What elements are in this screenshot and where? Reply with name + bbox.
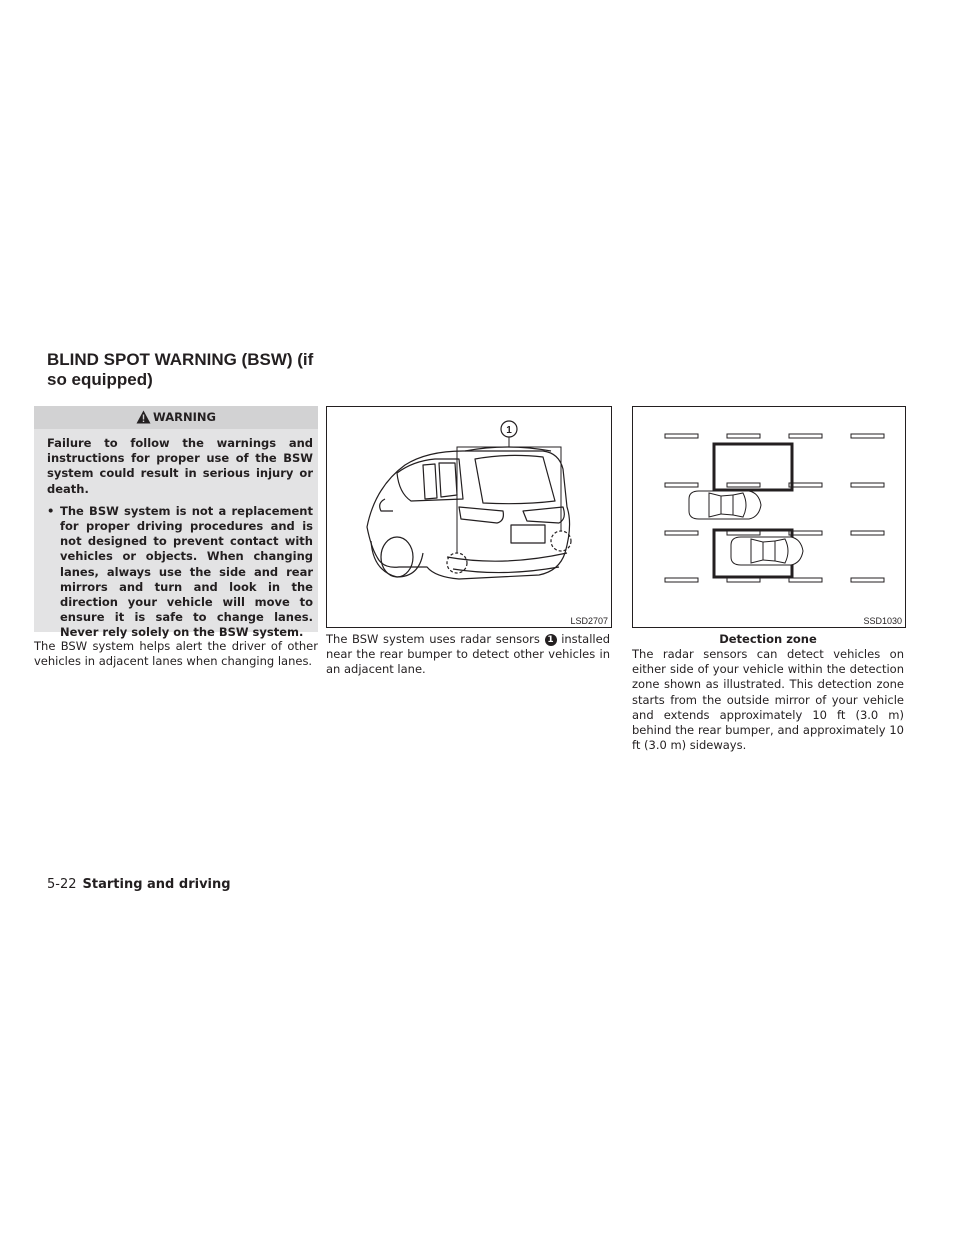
page-footer <box>47 877 231 893</box>
detection-zone-figure <box>632 406 906 628</box>
radar-sensor-paragraph <box>326 632 610 678</box>
figure-caption: Detection zone <box>719 632 817 646</box>
warning-label: WARNING <box>153 410 216 424</box>
radar-text-before: The BSW system uses radar sensors <box>326 632 540 646</box>
radar-text-after: installed near the rear bumper to detect other vehicles in an adjacent lane. <box>326 632 610 677</box>
intro-paragraph: The BSW system helps alert the driver of other vehicles in adjacent lanes when changing lanes. <box>34 639 318 669</box>
warning-heading <box>34 406 318 429</box>
callout-1-label: 1 <box>506 425 512 436</box>
figure-code: LSD2707 <box>570 616 608 626</box>
radar-sensor-figure <box>326 406 612 628</box>
warning-paragraph: Failure to follow the warnings and instructions for proper use of the BSW system could result in serious injury or death. <box>47 436 313 496</box>
warning-bullet-text: The BSW system is not a replacement for proper driving procedures and is not designed to prevent contact with vehicles or objects. When changing lanes, always use the side and rear mirrors and turn and look in the direction your vehicle will move to ensure it is safe to change lanes. Never rely solely on the BSW system. <box>60 503 313 640</box>
warning-triangle-icon <box>136 410 151 424</box>
own-vehicle <box>731 537 803 565</box>
warning-bullet <box>47 504 313 641</box>
page-number: 5-22 <box>47 877 77 892</box>
detection-zone-paragraph: The radar sensors can detect vehicles on either side of your vehicle within the detection zone shown as illustrated. This detection zone starts from the outside mirror of your vehicle and extends approximately 10 ft (3.0 m) behind the rear bumper, and approximately 10 ft (3.0 m) sideways. <box>632 647 904 753</box>
warning-box <box>34 406 318 640</box>
detection-zone-diagram <box>633 407 905 615</box>
figure-code: SSD1030 <box>863 616 902 626</box>
chapter-title: Starting and driving <box>82 877 231 892</box>
callout-1-badge: 1 <box>545 634 557 646</box>
bullet-marker: • <box>47 503 55 518</box>
section-title: BLIND SPOT WARNING (BSW) (if so equipped) <box>47 350 314 389</box>
vehicle-rear-illustration <box>327 407 611 615</box>
adjacent-vehicle <box>689 491 761 519</box>
